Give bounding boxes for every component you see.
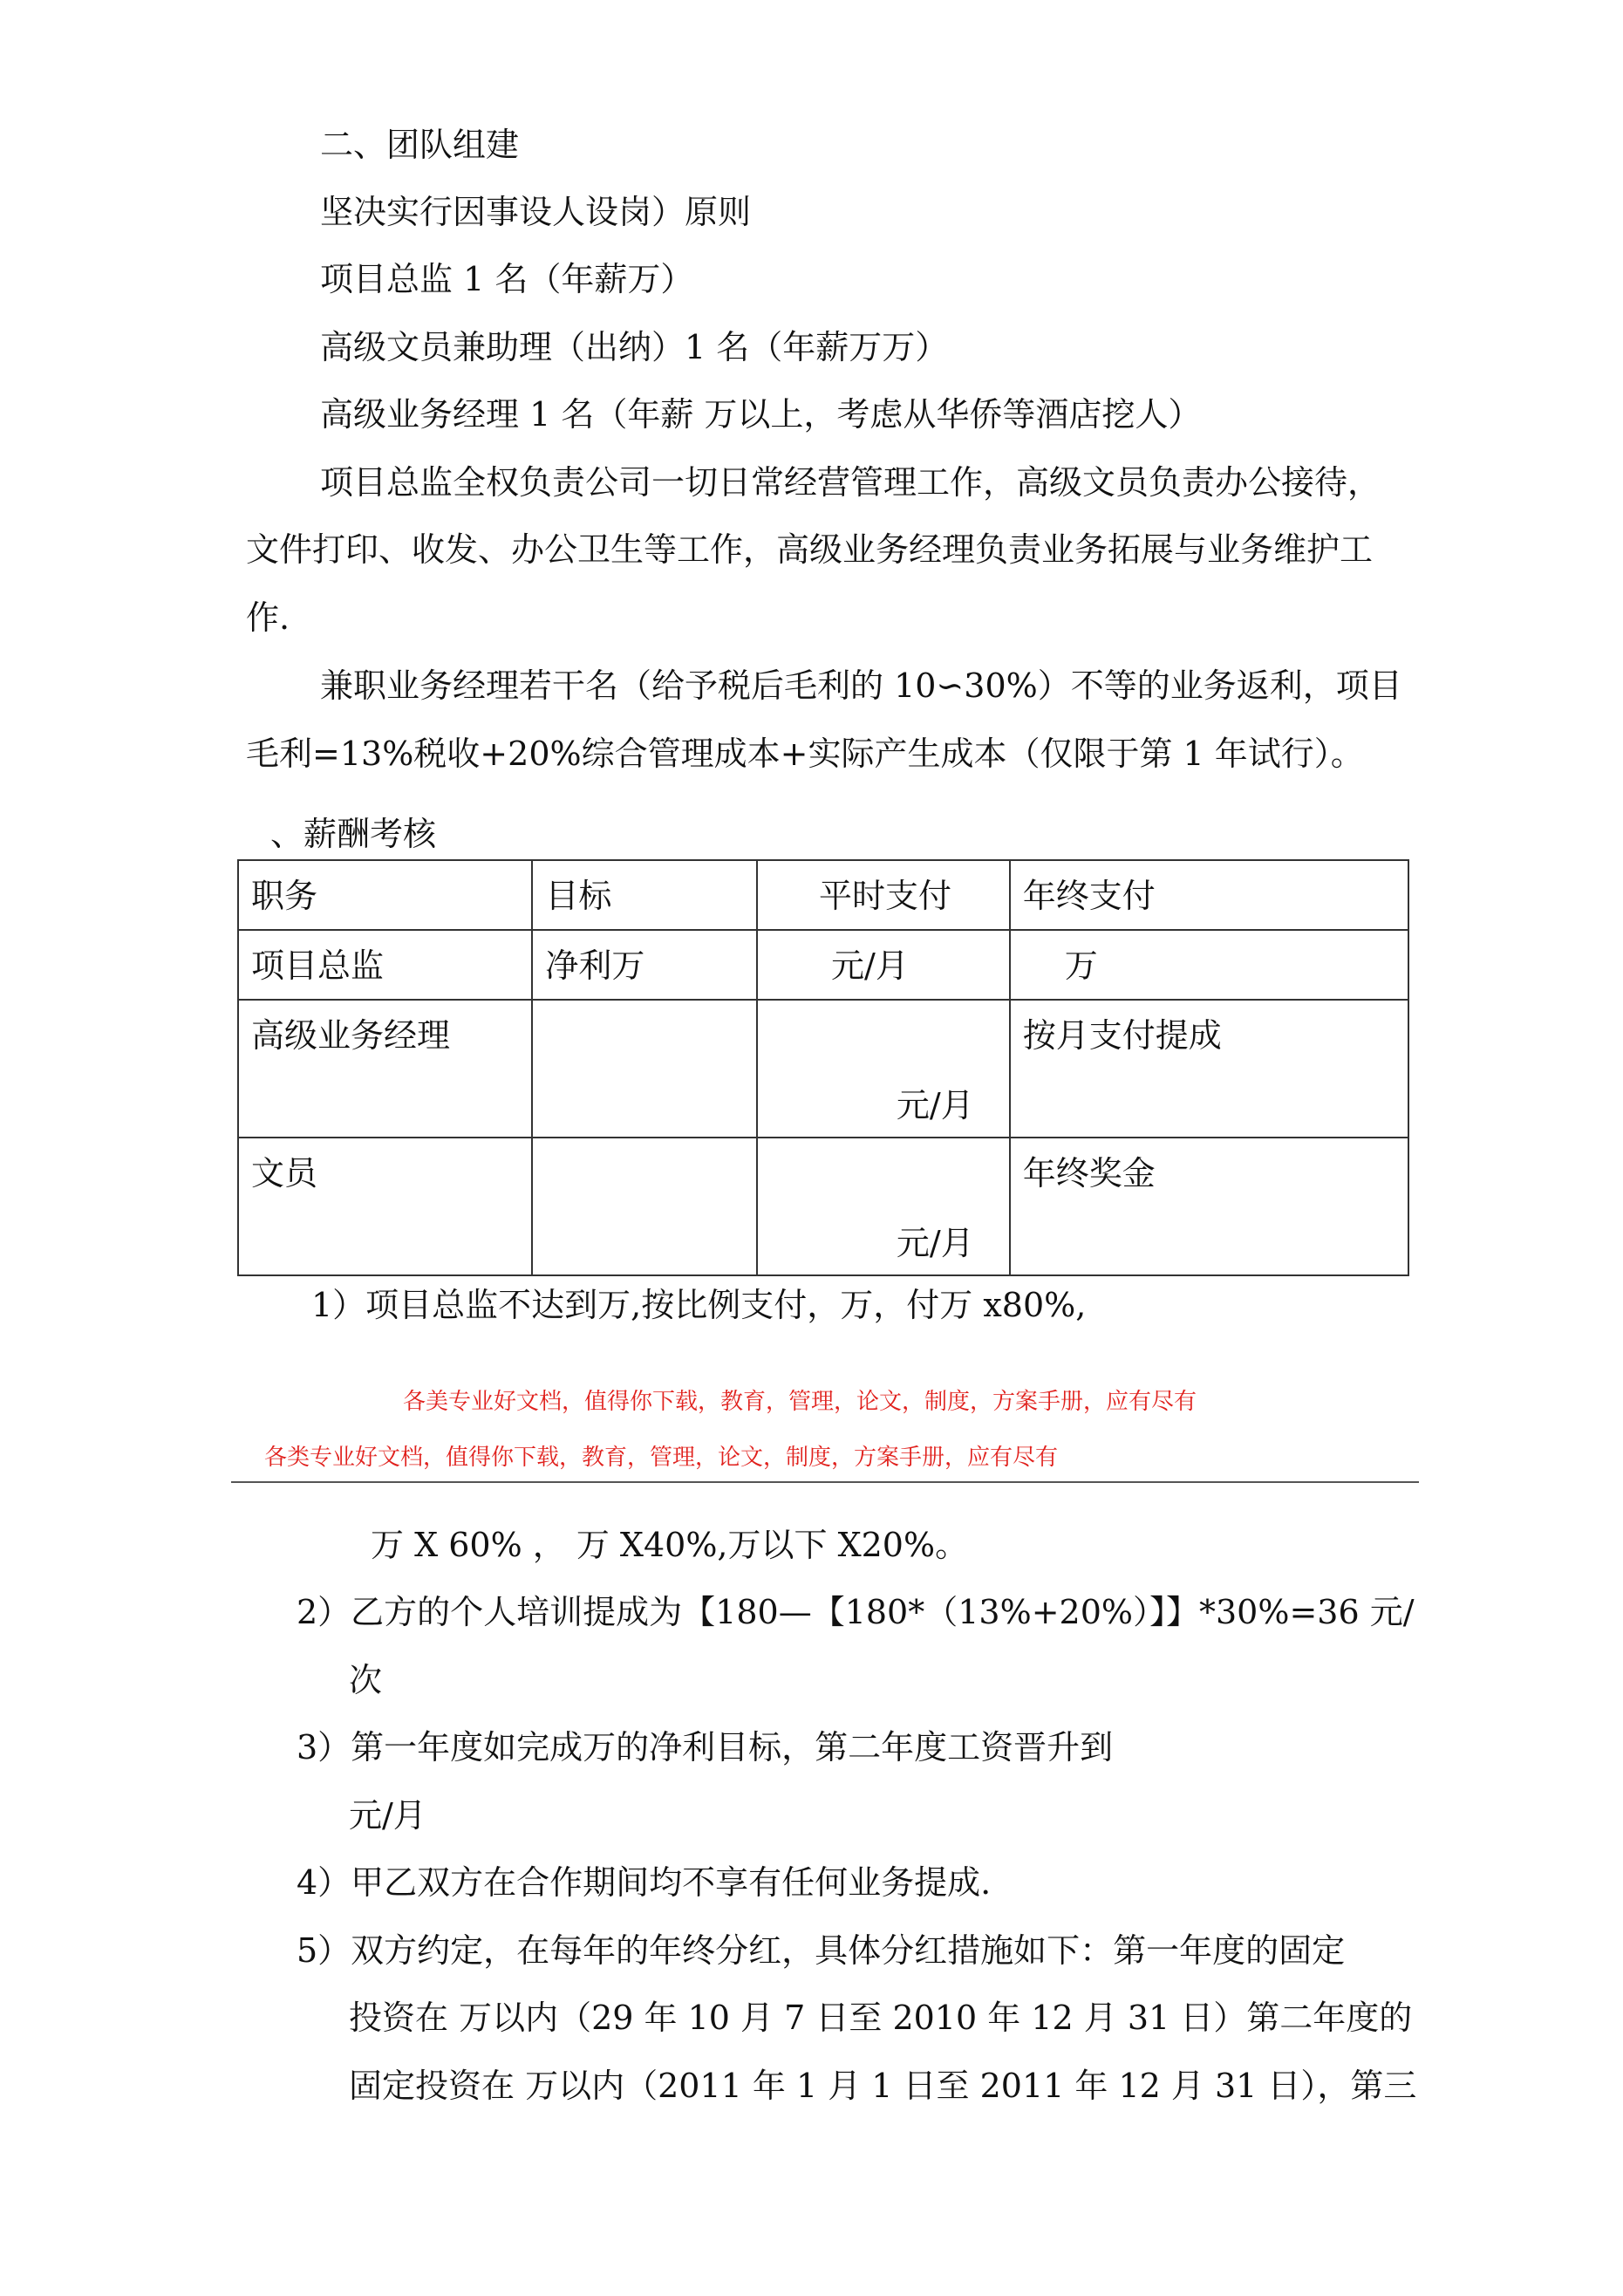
header-cell: 平时支付	[757, 860, 1010, 930]
watermark-text-1: 各美专业好文档，值得你下载，教育，管理，论文，制度，方案手册，应有尽有	[403, 1389, 1197, 1415]
director-paragraph: 项目总监 1 名（年薪万）	[320, 260, 694, 298]
principle-paragraph: 坚决实行因事设人设岗）原则	[320, 193, 752, 231]
table-cell: 年终奖金	[1010, 1138, 1408, 1275]
parttime-line-2: 毛利=13%税收+20%综合管理成本+实际产生成本（仅限于第 1 年试行）。	[246, 735, 1364, 773]
table-cell	[532, 1138, 757, 1275]
table-cell: 项目总监	[238, 930, 532, 1000]
section-3-heading: 、薪酬考核	[270, 815, 437, 853]
note-3-continued: 元/月	[349, 1796, 426, 1835]
note-5-line-3: 固定投资在 万以内（2011 年 1 月 1 日至 2011 年 12 月 31 日），第三	[349, 2067, 1417, 2105]
manager-paragraph: 高级业务经理 1 名（年薪 万以上，考虑从华侨等酒店挖人）	[320, 395, 1202, 434]
table-cell: 万	[1010, 930, 1408, 1000]
table-row	[238, 930, 1408, 1000]
section-2-heading: 二、团队组建	[320, 126, 520, 164]
page-separator	[231, 1481, 1419, 1483]
table-row	[238, 1000, 1408, 1138]
table-cell: 文员	[238, 1138, 532, 1275]
duties-line-2: 文件打印、收发、办公卫生等工作，高级业务经理负责业务拓展与业务维护工	[246, 530, 1374, 569]
table-cell: 按月支付提成	[1010, 1000, 1408, 1138]
table-cell	[757, 1138, 1010, 1275]
header-cell: 职务	[238, 860, 532, 930]
watermark-text-2: 各类专业好文档，值得你下载，教育，管理，论文，制度，方案手册，应有尽有	[264, 1445, 1059, 1471]
note-1: 1）项目总监不达到万,按比例支付，万，付万 x80%,	[311, 1286, 1087, 1324]
table-header-row	[238, 860, 1408, 930]
table-cell	[532, 1000, 757, 1138]
note-5-line-2: 投资在 万以内（29 年 10 月 7 日至 2010 年 12 月 31 日）第二年度的	[349, 1999, 1413, 2037]
note-1-continued: 万 X 60% ， 万 X40%,万以下 X20%。	[371, 1526, 969, 1564]
table-cell: 净利万	[532, 930, 757, 1000]
cell-text: 元/月	[896, 1086, 974, 1124]
salary-table	[237, 859, 1409, 1276]
table-cell: 元/月	[757, 930, 1010, 1000]
note-5-line-1: 5）双方约定，在每年的年终分红，具体分红措施如下：第一年度的固定	[297, 1931, 1346, 1970]
clerk-paragraph: 高级文员兼助理（出纳）1 名（年薪万万）	[320, 328, 949, 366]
table-cell	[757, 1000, 1010, 1138]
note-2-continued: 次	[349, 1661, 383, 1699]
header-cell: 目标	[532, 860, 757, 930]
cell-text: 元/月	[896, 1224, 974, 1262]
note-4: 4）甲乙双方在合作期间均不享有任何业务提成.	[297, 1863, 992, 1902]
note-3: 3）第一年度如完成万的净利目标，第二年度工资晋升到	[297, 1728, 1114, 1766]
note-2: 2）乙方的个人培训提成为【180—【180*（13%+20%）】】*30%=36 元/	[297, 1593, 1415, 1631]
duties-line-1: 项目总监全权负责公司一切日常经营管理工作，高级文员负责办公接待，	[320, 463, 1381, 502]
table-row	[238, 1138, 1408, 1275]
header-cell: 年终支付	[1010, 860, 1408, 930]
duties-line-3: 作.	[246, 598, 290, 637]
parttime-line-1: 兼职业务经理若干名（给予税后毛利的 10∽30%）不等的业务返利，项目	[320, 666, 1402, 705]
table-cell: 高级业务经理	[238, 1000, 532, 1138]
